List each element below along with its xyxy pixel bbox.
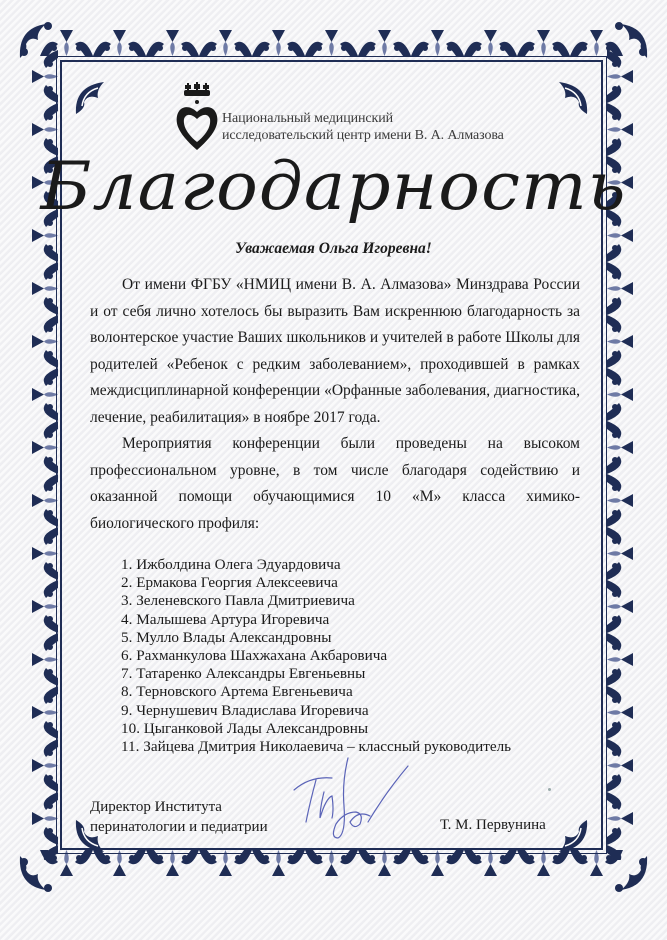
certificate-title: Благодарность: [40, 148, 627, 225]
signatory-position-line2: перинатологии и педиатрии: [90, 819, 268, 835]
list-item: 8. Терновского Артема Евгеньевича: [121, 683, 353, 701]
list-item: 7. Татаренко Александры Евгеньевны: [121, 665, 366, 683]
signature-icon: [290, 752, 420, 842]
institution-name-line1: Национальный медицинский: [222, 111, 393, 126]
list-item: 1. Ижболдина Олега Эдуардовича: [121, 556, 341, 573]
list-item: 5. Мулло Влады Александровны: [121, 628, 332, 646]
list-item: 11. Зайцева Дмитрия Николаевича – классный руководитель: [121, 738, 512, 756]
corner-flourish-icon: [607, 18, 651, 62]
institution-logo-icon: [175, 82, 219, 152]
signatory-position-line1: Директор Института: [90, 799, 222, 815]
paper-speck: [548, 788, 551, 791]
signatory-name: Т. М. Первунина: [440, 817, 546, 833]
list-item: 3. Зеленевского Павла Дмитриевича: [121, 592, 355, 610]
institution-name: [222, 110, 504, 144]
institution-name-line2: исследовательский центр имени В. А. Алмазова: [222, 128, 504, 143]
paragraph: От имени ФГБУ «НМИЦ имени В. А. Алмазова» Минздрава России и от себя лично хотелось бы выразить Вам искреннюю благодарность за волонтерское участие Ваших школьников и учителей в работе Школы для родителей «Ребенок с редким заболеванием», проходившей в рамках междисциплинарной конференции «Орфанные заболевания, диагностика, лечение, реабилитация» в ноябре 2017 года.: [90, 276, 580, 426]
list-item: 6. Рахманкулова Шахжахана Акбаровича: [121, 647, 388, 665]
list-item: 9. Чернушевич Владислава Игоревича: [121, 701, 369, 719]
corner-flourish-icon: [16, 18, 60, 62]
signatory-position: [90, 797, 268, 837]
list-item: 2. Ермакова Георгия Алексеевича: [121, 574, 338, 592]
student-list: [121, 556, 511, 756]
ornament-border-top: [40, 30, 623, 56]
corner-flourish-icon: [607, 852, 651, 896]
list-item: 10. Цыганковой Лады Александровны: [121, 719, 369, 737]
inner-corner-ornament-icon: [553, 80, 589, 116]
paragraph: Мероприятия конференции были проведены на высоком профессиональном уровне, в том числе благодаря содействию и оказанной помощи обучающимися 10 «М» класса химико-биологического профиля:: [90, 435, 580, 532]
corner-flourish-icon: [16, 852, 60, 896]
inner-corner-ornament-icon: [553, 818, 589, 854]
greeting: Уважаемая Ольга Игоревна!: [235, 240, 432, 257]
inner-corner-ornament-icon: [74, 80, 110, 116]
list-item: 4. Малышева Артура Игоревича: [121, 610, 330, 628]
body-text: [90, 272, 580, 537]
